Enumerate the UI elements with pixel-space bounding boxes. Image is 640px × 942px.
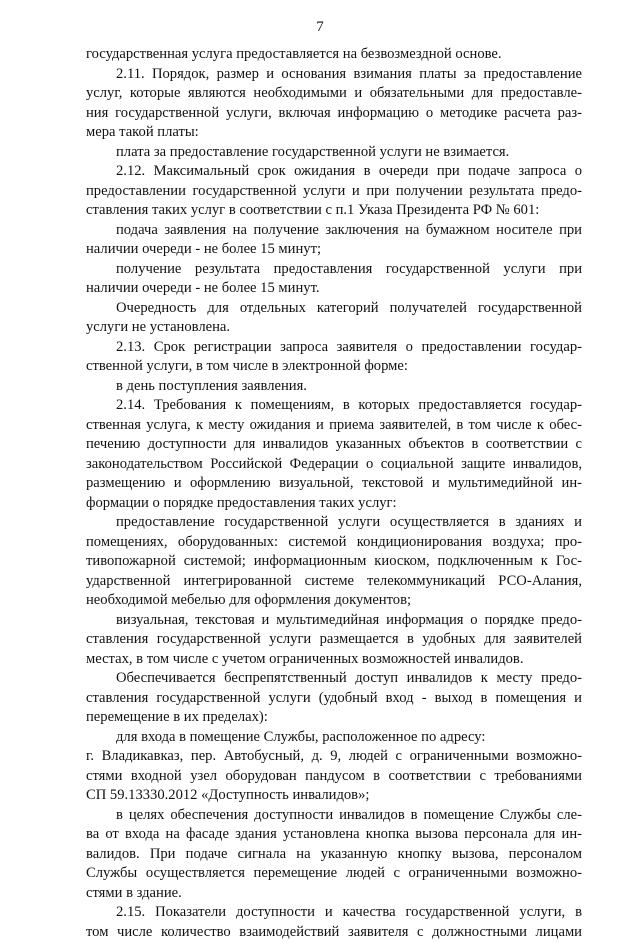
text-line: услуги не установлена. (86, 318, 582, 338)
page-number: 7 (0, 18, 640, 36)
text-line: 2.15. Показатели доступности и качества государственной услуги, в (86, 903, 582, 923)
text-line: в день поступления заявления. (86, 377, 582, 397)
text-line: получение результата предоставления государственной услуги при (86, 260, 582, 280)
text-line: тивопожарной системой; информационным киоском, подключенным к Гос- (86, 552, 582, 572)
text-line: государственная услуга предоставляется на безвозмездной основе. (86, 45, 582, 65)
body-text (86, 45, 582, 942)
text-line: Обеспечивается беспрепятственный доступ инвалидов к месту предо- (86, 669, 582, 689)
text-line: СП 59.13330.2012 «Доступность инвалидов»; (86, 786, 582, 806)
text-line: ва от входа на фасаде здания установлена кнопка вызова персонала для ин- (86, 825, 582, 845)
text-line: 2.12. Максимальный срок ожидания в очереди при подаче запроса о (86, 162, 582, 182)
text-line: местах, в том числе с учетом ограниченных возможностей инвалидов. (86, 650, 582, 670)
text-line: ственная услуга, к месту ожидания и приема заявителей, в том числе к обес- (86, 416, 582, 436)
text-line: ставления таких услуг в соответствии с п.1 Указа Президента РФ № 601: (86, 201, 582, 221)
text-line: подача заявления на получение заключения на бумажном носителе при (86, 221, 582, 241)
text-line: ставления государственной услуги (удобный вход - выход в помещения и (86, 689, 582, 709)
text-line: ния государственной услуги, включая информацию о методике расчета раз- (86, 104, 582, 124)
text-line: стями входной узел оборудован пандусом в соответствии с требованиями (86, 767, 582, 787)
text-line: ударственной интегрированной системе телекоммуникаций РСО-Алания, (86, 572, 582, 592)
text-line: ставления государственной услуги размещается в удобных для заявителей (86, 630, 582, 650)
text-line: предоставлении государственной услуги и при получении результата предо- (86, 182, 582, 202)
text-line: услуг, которые являются необходимыми и обязательными для предоставле- (86, 84, 582, 104)
text-line: мера такой платы: (86, 123, 582, 143)
text-line: печению доступности для инвалидов указанных объектов в соответствии с (86, 435, 582, 455)
text-line: стями в здание. (86, 884, 582, 904)
text-line: 2.13. Срок регистрации запроса заявителя о предоставлении государ- (86, 338, 582, 358)
text-line: ственной услуги, в том числе в электронной форме: (86, 357, 582, 377)
text-line: Службы осуществляется перемещение людей с ограниченными возможно- (86, 864, 582, 884)
text-line: 2.14. Требования к помещениям, в которых предоставляется государ- (86, 396, 582, 416)
text-line: в целях обеспечения доступности инвалидов в помещение Службы сле- (86, 806, 582, 826)
text-line: законодательством Российской Федерации о социальной защите инвалидов, (86, 455, 582, 475)
text-line: размещению и оформлению визуальной, текстовой и мультимедийной ин- (86, 474, 582, 494)
text-line: необходимой мебелью для оформления документов; (86, 591, 582, 611)
text-line: Очередность для отдельных категорий получателей государственной (86, 299, 582, 319)
text-line: наличии очереди - не более 15 минут. (86, 279, 582, 299)
text-line: помещениях, оборудованных: системой кондиционирования воздуха; про- (86, 533, 582, 553)
text-line: предоставление государственной услуги осуществляется в зданиях и (86, 513, 582, 533)
text-line: плата за предоставление государственной услуги не взимается. (86, 143, 582, 163)
text-line: формации о порядке предоставления таких услуг: (86, 494, 582, 514)
text-line: наличии очереди - не более 15 минут; (86, 240, 582, 260)
text-line: перемещение в их пределах): (86, 708, 582, 728)
text-line: г. Владикавказ, пер. Автобусный, д. 9, людей с ограниченными возможно- (86, 747, 582, 767)
text-line: 2.11. Порядок, размер и основания взимания платы за предоставление (86, 65, 582, 85)
text-line: том числе количество взаимодействий заявителя с должностными лицами (86, 923, 582, 942)
text-line: визуальная, текстовая и мультимедийная информация о порядке предо- (86, 611, 582, 631)
text-line: валидов. При подаче сигнала на указанную кнопку вызова, персоналом (86, 845, 582, 865)
text-line: для входа в помещение Службы, расположенное по адресу: (86, 728, 582, 748)
